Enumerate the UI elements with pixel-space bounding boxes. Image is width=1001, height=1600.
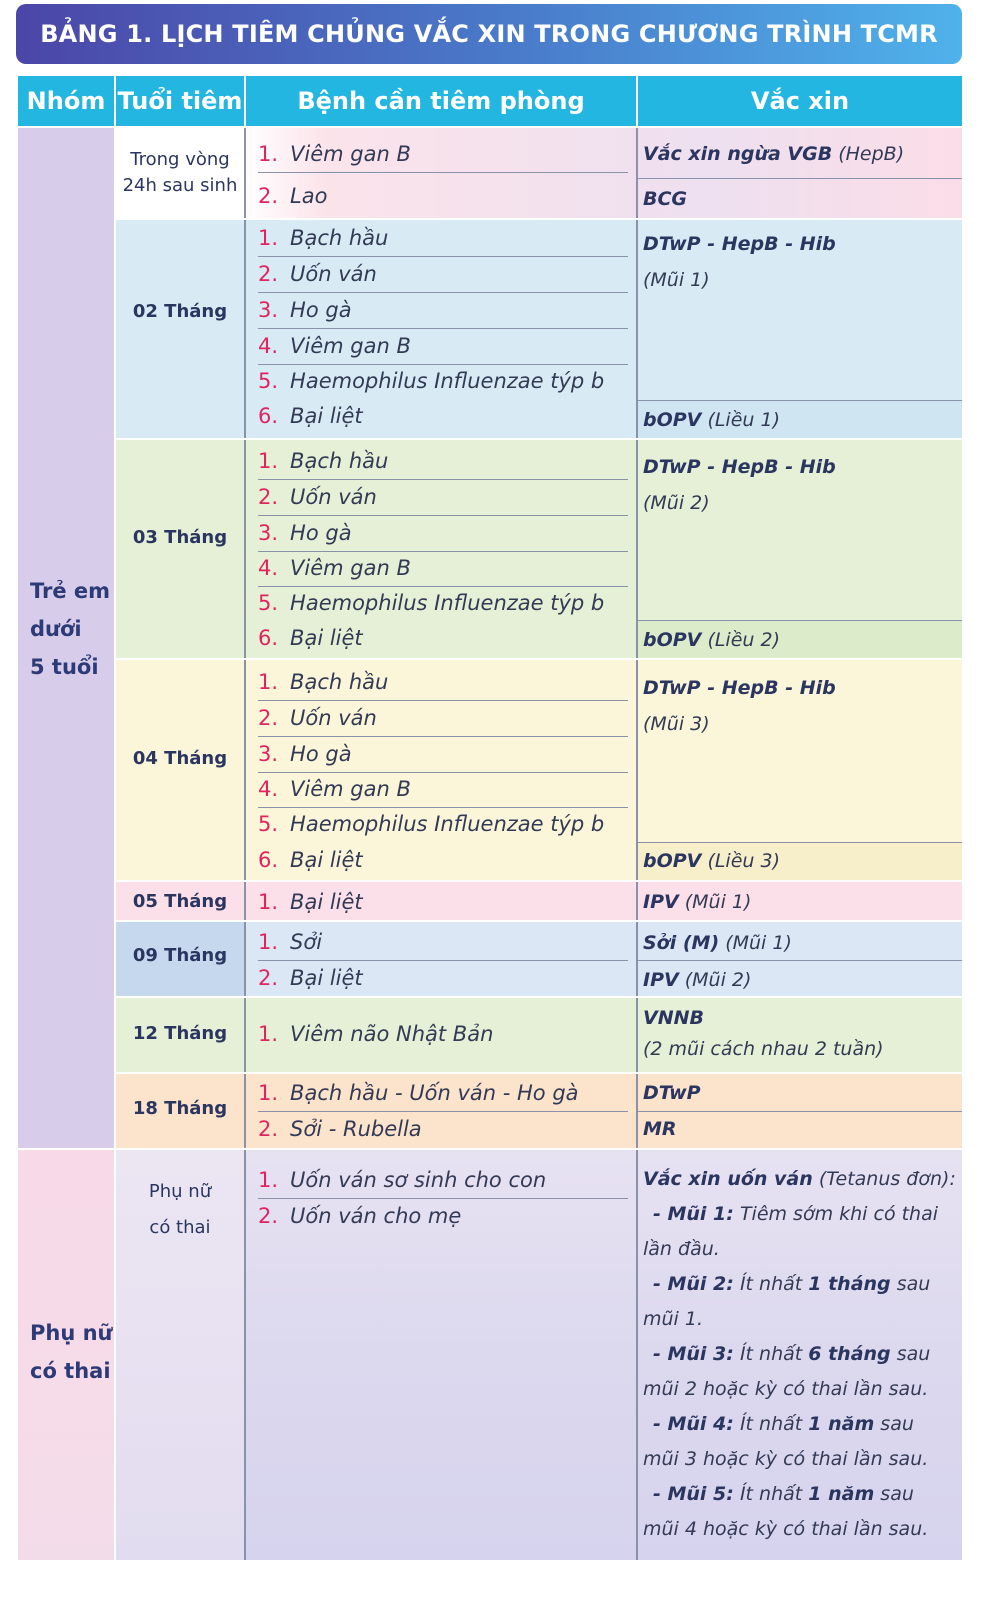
header-group: Nhóm — [18, 76, 114, 126]
vaccine-hepb: Vắc xin ngừa VGB (HepB) — [643, 143, 905, 165]
header-age: Tuổi tiêm — [116, 76, 244, 126]
age-m2: 02 Tháng — [132, 300, 228, 322]
vaccine-m3-bopv: bOPV (Liều 2) — [643, 629, 780, 651]
disease-preg-1: 1. Uốn ván sơ sinh cho con — [258, 1162, 628, 1199]
vaccine-m5-ipv: IPV (Mũi 1) — [643, 891, 752, 913]
disease-m9-2: 2. Bại liệt — [258, 966, 363, 990]
disease-m4-4: 4. Viêm gan B — [258, 771, 628, 808]
disease-m3-6: 6. Bại liệt — [258, 626, 363, 650]
disease-m5-1: 1. Bại liệt — [258, 890, 363, 914]
vaccine-m4-bopv: bOPV (Liều 3) — [643, 850, 780, 872]
vaccine-bcg: BCG — [643, 188, 688, 210]
disease-preg-2: 2. Uốn ván cho mẹ — [258, 1204, 462, 1228]
vac-line-m2 — [638, 400, 962, 401]
col-divider-2 — [244, 128, 246, 1560]
vaccine-m12-vnnb: VNNB (2 mũi cách nhau 2 tuần) — [643, 1007, 884, 1060]
disease-m2-4: 4. Viêm gan B — [258, 328, 628, 365]
disease-birth-1: 1. Viêm gan B — [258, 136, 628, 173]
disease-m4-6: 6. Bại liệt — [258, 848, 363, 872]
disease-m12-1: 1. Viêm não Nhật Bản — [258, 1022, 494, 1046]
disease-m2-1: 1. Bạch hầu — [258, 220, 628, 257]
vaccine-m18-mr: MR — [643, 1118, 677, 1140]
vaccine-m4-combo: DTwP - HepB - Hib (Mũi 3) — [643, 677, 836, 735]
group-children-label: Trẻ em dưới 5 tuổi — [30, 579, 111, 679]
age-m5: 05 Tháng — [132, 890, 228, 912]
disease-m9-1: 1. Sởi — [258, 924, 628, 961]
disease-m18-1: 1. Bạch hầu - Uốn ván - Ho gà — [258, 1075, 628, 1112]
group-pregnant-label: Phụ nữ có thai — [30, 1321, 113, 1383]
age-m12: 12 Tháng — [132, 1022, 228, 1044]
disease-m2-5: 5. Haemophilus Influenzae týp b — [258, 369, 605, 393]
age-m18: 18 Tháng — [132, 1097, 228, 1119]
disease-birth-2: 2. Lao — [258, 184, 328, 208]
disease-m18-2: 2. Sởi - Rubella — [258, 1117, 422, 1141]
vaccine-m9-ipv: IPV (Mũi 2) — [643, 969, 752, 991]
vaccine-m9-soi: Sởi (M) (Mũi 1) — [643, 932, 792, 954]
age-m3: 03 Tháng — [132, 526, 228, 548]
age-m4: 04 Tháng — [132, 747, 228, 769]
disease-m2-2: 2. Uốn ván — [258, 256, 628, 293]
disease-m3-1: 1. Bạch hầu — [258, 443, 628, 480]
disease-m3-5: 5. Haemophilus Influenzae týp b — [258, 591, 605, 615]
table-title: BẢNG 1. LỊCH TIÊM CHỦNG VẮC XIN TRONG CHƯƠNG TRÌNH TCMR — [16, 4, 962, 64]
vaccine-m3-combo: DTwP - HepB - Hib (Mũi 2) — [643, 456, 836, 514]
vaccine-m18-dtwp: DTwP — [643, 1082, 701, 1104]
disease-m3-3: 3. Ho gà — [258, 515, 628, 552]
vac-line-birth — [638, 178, 962, 179]
header-vaccine: Vắc xin — [638, 76, 962, 126]
disease-m2-3: 3. Ho gà — [258, 292, 628, 329]
age-pregnant: Phụ nữ có thai — [148, 1181, 212, 1238]
disease-m3-4: 4. Viêm gan B — [258, 550, 628, 587]
vac-line-m3 — [638, 620, 962, 621]
disease-m4-5: 5. Haemophilus Influenzae týp b — [258, 812, 605, 836]
vaccine-tetanus: Vắc xin uốn ván (Tetanus đơn): - Mũi 1: Tiêm sớm khi có thai lần đầu. - Mũi 2: Ít nhất 1 tháng sau mũi 1. - Mũi 3: Ít nhất 6 tháng sau mũi 2 hoặc kỳ có thai lần sau. - Mũi 4: Ít nhất 1 năm sau mũi 3 hoặc kỳ có thai lần sau. - Mũi 5: Ít nhất 1 năm sau mũi 4 hoặc kỳ có thai lần sau. — [643, 1168, 956, 1540]
col-divider-3 — [636, 128, 638, 1560]
age-m9: 09 Tháng — [132, 944, 228, 966]
age-birth: Trong vòng 24h sau sinh — [122, 149, 238, 196]
vaccine-m2-combo: DTwP - HepB - Hib (Mũi 1) — [643, 233, 836, 291]
disease-m4-1: 1. Bạch hầu — [258, 664, 628, 701]
disease-m4-2: 2. Uốn ván — [258, 700, 628, 737]
disease-m3-2: 2. Uốn ván — [258, 479, 628, 516]
header-disease: Bệnh cần tiêm phòng — [246, 76, 636, 126]
disease-m4-3: 3. Ho gà — [258, 736, 628, 773]
disease-m2-6: 6. Bại liệt — [258, 404, 363, 428]
vaccine-m2-bopv: bOPV (Liều 1) — [643, 409, 780, 431]
